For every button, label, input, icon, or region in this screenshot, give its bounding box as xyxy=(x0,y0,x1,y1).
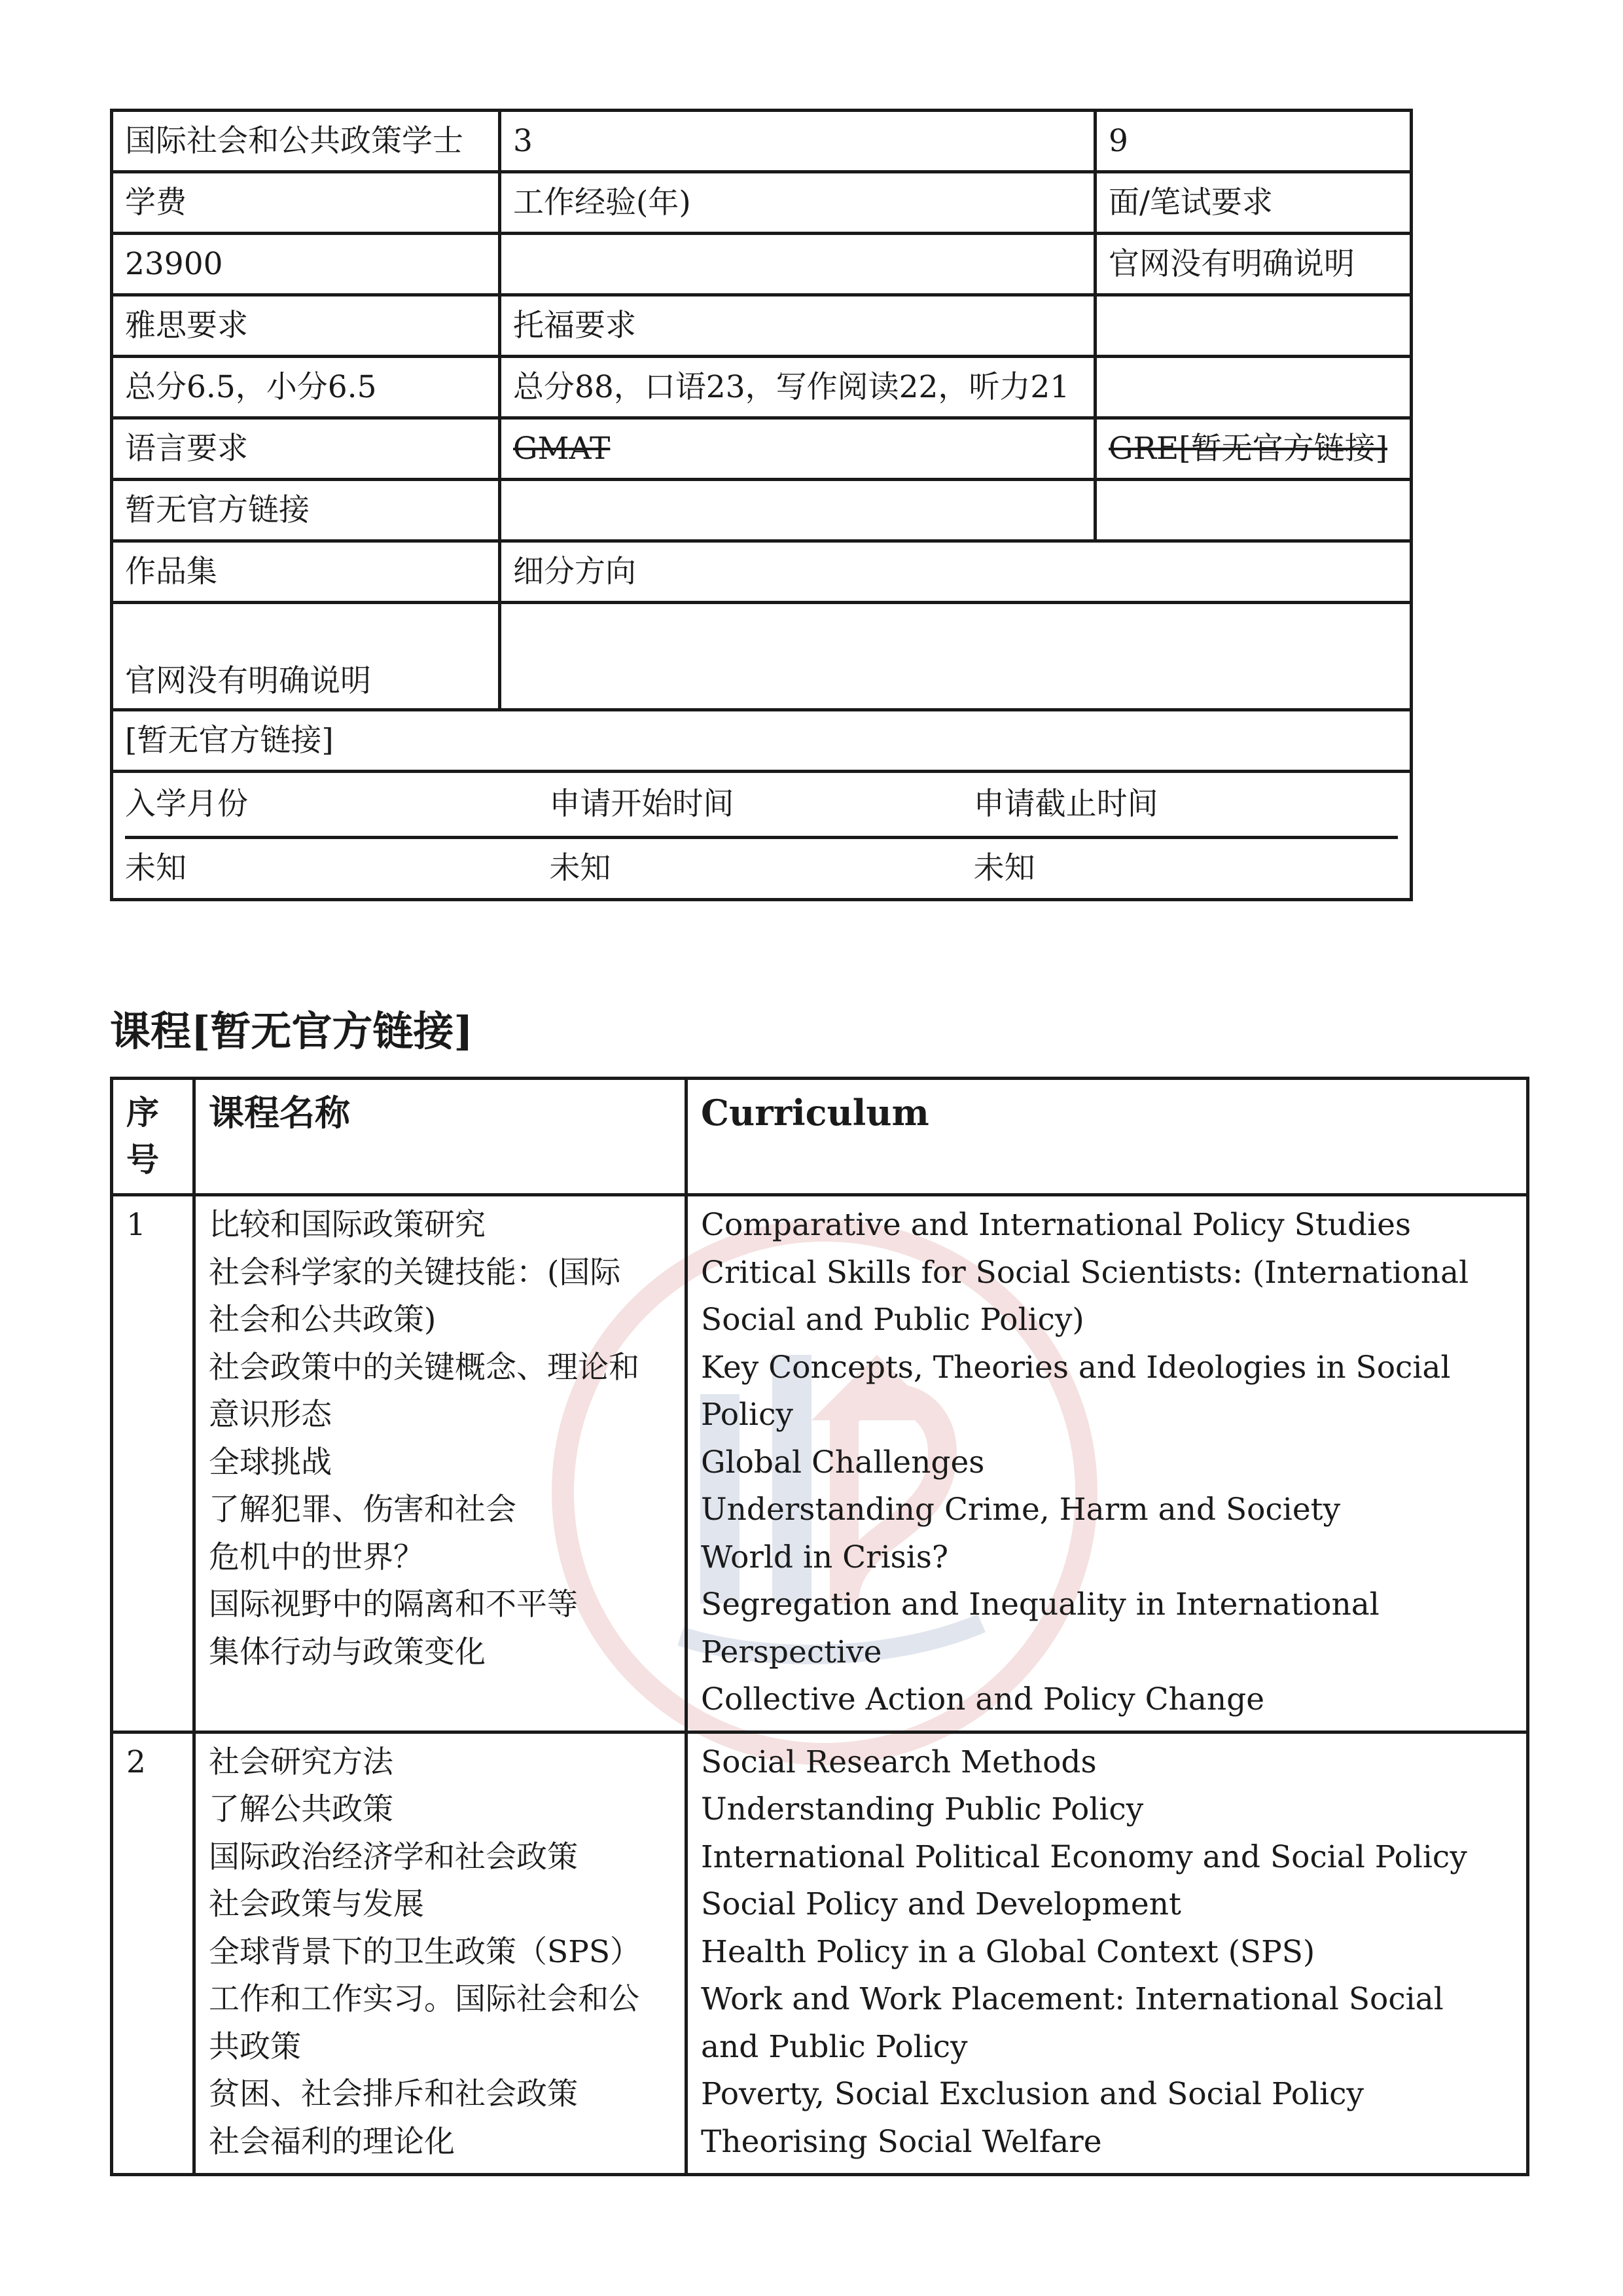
direction-label: 细分方向 xyxy=(500,541,1412,603)
application-start-value: 未知 xyxy=(549,850,611,886)
row-index: 1 xyxy=(112,1195,194,1732)
program-info-table xyxy=(110,109,1413,901)
list-item: Understanding Crime, Harm and Society xyxy=(701,1492,1341,1528)
list-item: 社会研究方法 xyxy=(209,1744,393,1780)
list-item: Understanding Public Policy xyxy=(701,1791,1144,1827)
application-start-label: 申请开始时间 xyxy=(549,773,973,838)
list-item: 贫困、社会排斥和社会政策 xyxy=(209,2076,578,2112)
list-item: 社会福利的理论化 xyxy=(209,2123,455,2160)
list-item: Global Challenges xyxy=(701,1444,985,1480)
list-item: Policy xyxy=(701,1397,793,1433)
portfolio-value: 官网没有明确说明 xyxy=(112,603,500,710)
list-item: Critical Skills for Social Scientists: (International xyxy=(701,1254,1469,1291)
list-item: 社会和公共政策) xyxy=(209,1302,437,1338)
list-item: Poverty, Social Exclusion and Social Policy xyxy=(701,2076,1364,2112)
program-name: 国际社会和公共政策学士 xyxy=(112,111,500,172)
list-item: 国际政治经济学和社会政策 xyxy=(209,1839,578,1875)
list-item: 意识形态 xyxy=(209,1397,332,1433)
header-curriculum: Curriculum xyxy=(687,1079,1528,1195)
gre-label: GRE[暂无官方链接] xyxy=(1096,418,1412,480)
list-item: 全球背景下的卫生政策（SPS） xyxy=(209,1933,641,1970)
list-item: 社会政策与发展 xyxy=(209,1886,424,1922)
list-item: 危机中的世界？ xyxy=(209,1539,424,1575)
empty-cell xyxy=(500,480,1096,541)
list-item: 全球挑战 xyxy=(209,1444,332,1480)
list-item: 比较和国际政策研究 xyxy=(209,1207,486,1243)
gmat-label: GMAT xyxy=(500,418,1096,480)
portfolio-label: 作品集 xyxy=(112,541,500,603)
list-item: Social Policy and Development xyxy=(701,1886,1181,1922)
toefl-value: 总分88，口语23，写作阅读22，听力21 xyxy=(500,357,1096,418)
ielts-value: 总分6.5，小分6.5 xyxy=(112,357,500,418)
intake-month-value: 未知 xyxy=(125,850,187,886)
courses-table xyxy=(110,1077,1529,2176)
header-index: 序号 xyxy=(112,1079,194,1195)
interview-label: 面/笔试要求 xyxy=(1096,172,1412,234)
interview-value: 官网没有明确说明 xyxy=(1096,234,1412,295)
list-item: Comparative and International Policy Studies xyxy=(701,1207,1412,1243)
application-deadline-label: 申请截止时间 xyxy=(974,773,1398,838)
row-index: 2 xyxy=(112,1732,194,2174)
list-item: Collective Action and Policy Change xyxy=(701,1681,1265,1717)
list-item: Social Research Methods xyxy=(701,1744,1097,1780)
list-item: 共政策 xyxy=(209,2028,301,2065)
courses-heading: 课程[暂无官方链接] xyxy=(110,1007,473,1055)
ielts-label: 雅思要求 xyxy=(112,295,500,357)
tuition-value: 23900 xyxy=(112,234,500,295)
list-item: 社会科学家的关键技能：(国际 xyxy=(209,1254,621,1291)
list-item: 了解公共政策 xyxy=(209,1791,393,1827)
list-item: and Public Policy xyxy=(701,2028,968,2065)
work-experience-value xyxy=(500,234,1096,295)
curriculum-list xyxy=(687,1732,1528,2174)
link-note: [暂无官方链接] xyxy=(112,710,1412,772)
work-experience-label: 工作经验(年) xyxy=(500,172,1096,234)
toefl-label: 托福要求 xyxy=(500,295,1096,357)
course-name-list xyxy=(194,1732,687,2174)
curriculum-list xyxy=(687,1195,1528,1732)
table-row xyxy=(112,1195,1528,1732)
empty-cell xyxy=(1096,357,1412,418)
list-item: Work and Work Placement: International Social xyxy=(701,1981,1444,2017)
language-label: 语言要求 xyxy=(112,418,500,480)
list-item: 工作和工作实习。国际社会和公 xyxy=(209,1981,639,2017)
list-item: Social and Public Policy) xyxy=(701,1302,1084,1338)
list-item: Health Policy in a Global Context (SPS) xyxy=(701,1933,1315,1970)
list-item: 集体行动与政策变化 xyxy=(209,1634,486,1670)
empty-cell xyxy=(1096,480,1412,541)
direction-value xyxy=(500,603,1412,710)
info-row1-col3: 9 xyxy=(1096,111,1412,172)
list-item: 了解犯罪、伤害和社会 xyxy=(209,1492,516,1528)
dates-subtable xyxy=(125,773,1398,898)
course-name-list xyxy=(194,1195,687,1732)
list-item: International Political Economy and Social Policy xyxy=(701,1839,1467,1875)
header-course-name: 课程名称 xyxy=(194,1079,687,1195)
intake-month-label: 入学月份 xyxy=(125,773,549,838)
list-item: Key Concepts, Theories and Ideologies in Social xyxy=(701,1349,1451,1386)
table-row xyxy=(112,1732,1528,2174)
list-item: 国际视野中的隔离和不平等 xyxy=(209,1587,578,1623)
info-row1-col2: 3 xyxy=(500,111,1096,172)
empty-cell xyxy=(1096,295,1412,357)
tuition-label: 学费 xyxy=(112,172,500,234)
application-deadline-value: 未知 xyxy=(973,850,1035,886)
list-item: 社会政策中的关键概念、理论和 xyxy=(209,1349,639,1386)
language-value: 暂无官方链接 xyxy=(112,480,500,541)
list-item: World in Crisis? xyxy=(701,1539,949,1575)
list-item: Perspective xyxy=(701,1634,882,1670)
list-item: Segregation and Inequality in International xyxy=(701,1587,1380,1623)
list-item: Theorising Social Welfare xyxy=(701,2123,1102,2160)
dates-cell xyxy=(112,772,1412,900)
